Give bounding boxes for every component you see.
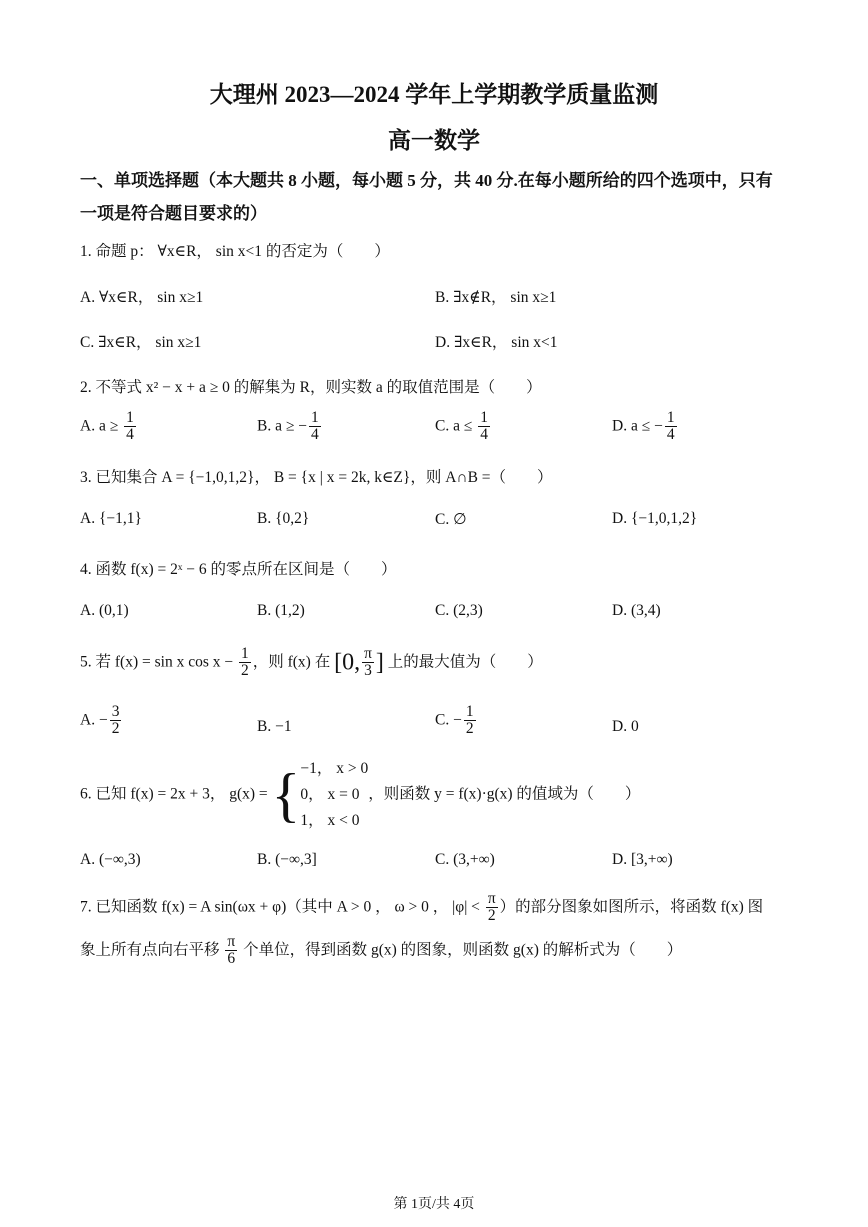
- section-heading-line1: 一、单项选择题（本大题共 8 小题，每小题 5 分，共 40 分.在每小题所给的四个选项中，只有: [80, 171, 773, 190]
- question-5-option-b: B. −1: [257, 718, 292, 735]
- question-2-option-a: A. a ≥ $\frac{1}{4}$: [80, 409, 134, 444]
- question-5-option-a: A. − $\frac{3}{2}$: [80, 703, 120, 738]
- question-2-option-b: B. a ≥ − $\frac{1}{4}$: [257, 409, 319, 444]
- piecewise-case-1: −1， x > 0: [300, 760, 369, 777]
- question-1-option-d: D. ∃x∈R， sin x<1: [435, 334, 558, 351]
- question-6-option-a: A. (−∞,3): [80, 851, 141, 868]
- question-2-option-d: D. a ≤ − $\frac{1}{4}$: [612, 409, 675, 444]
- question-3-option-d: D. {−1,0,1,2}: [612, 510, 698, 527]
- exam-title: 大理州 2023—2024 学年上学期教学质量监测: [209, 82, 659, 107]
- question-1-option-b: B. ∃x∉R， sin x≥1: [435, 289, 557, 306]
- question-4-option-a: A. (0,1): [80, 602, 129, 619]
- exam-subtitle: 高一数学: [388, 128, 480, 153]
- question-7-line-1: 7. 已知函数 f(x) = A sin(ωx + φ)（其中 A > 0 ， ω > 0 ， |φ| < $\frac{\pi}{2}$ ）的部分图象如图所示，将函数 f(x) 图: [80, 890, 764, 925]
- question-3-option-a: A. {−1,1}: [80, 510, 142, 527]
- question-4-option-d: D. (3,4): [612, 602, 661, 619]
- question-3-option-b: B. {0,2}: [257, 510, 310, 527]
- question-3-stem: 3. 已知集合 A = {−1,0,1,2}， B = {x | x = 2k, k∈Z}，则 A∩B =（ ）: [80, 469, 553, 486]
- question-4-option-c: C. (2,3): [435, 602, 483, 619]
- question-1-stem: 1. 命题 p： ∀x∈R， sin x<1 的否定为（ ）: [80, 243, 390, 260]
- page-footer: 第 1页/共 4页: [393, 1197, 475, 1212]
- section-heading-line2: 一项是符合题目要求的）: [80, 204, 267, 223]
- question-6-option-c: C. (3,+∞): [435, 851, 495, 868]
- question-4-stem: 4. 函数 f(x) = 2ˣ − 6 的零点所在区间是（ ）: [80, 561, 397, 578]
- question-5-stem: 5. 若 f(x) = sin x cos x − $\frac{1}{2}$ ，则 f(x) 在 [0, $\frac{\pi}{3}$ ] 上的最大值为（ ）: [80, 645, 543, 680]
- question-7-line-2: 象上所有点向右平移 $\frac{\pi}{6}$ 个单位，得到函数 g(x) 的图象，则函数 g(x) 的解析式为（ ）: [80, 933, 683, 968]
- question-4-option-b: B. (1,2): [257, 602, 305, 619]
- question-6-option-b: B. (−∞,3]: [257, 851, 317, 868]
- question-5-option-d: D. 0: [612, 718, 639, 735]
- question-2-option-c: C. a ≤ $\frac{1}{4}$: [435, 409, 488, 444]
- question-3-option-c: C. ∅: [435, 511, 467, 528]
- piecewise-case-2: 0， x = 0: [300, 786, 360, 803]
- piecewise-case-3: 1， x < 0: [300, 812, 360, 829]
- question-1-option-a: A. ∀x∈R， sin x≥1: [80, 289, 204, 306]
- question-6-option-d: D. [3,+∞): [612, 851, 673, 868]
- question-2-stem: 2. 不等式 x² − x + a ≥ 0 的解集为 R，则实数 a 的取值范围是（ ）: [80, 379, 542, 396]
- question-1-option-c: C. ∃x∈R， sin x≥1: [80, 334, 202, 351]
- question-5-option-c: C. − $\frac{1}{2}$: [435, 703, 474, 738]
- question-6-stem: 6. 已知 f(x) = 2x + 3， g(x) = { −1， x > 0 0， x = 0 1， x < 0 ，则函数 y = f(x)·g(x) 的值域为（ ）: [80, 756, 640, 834]
